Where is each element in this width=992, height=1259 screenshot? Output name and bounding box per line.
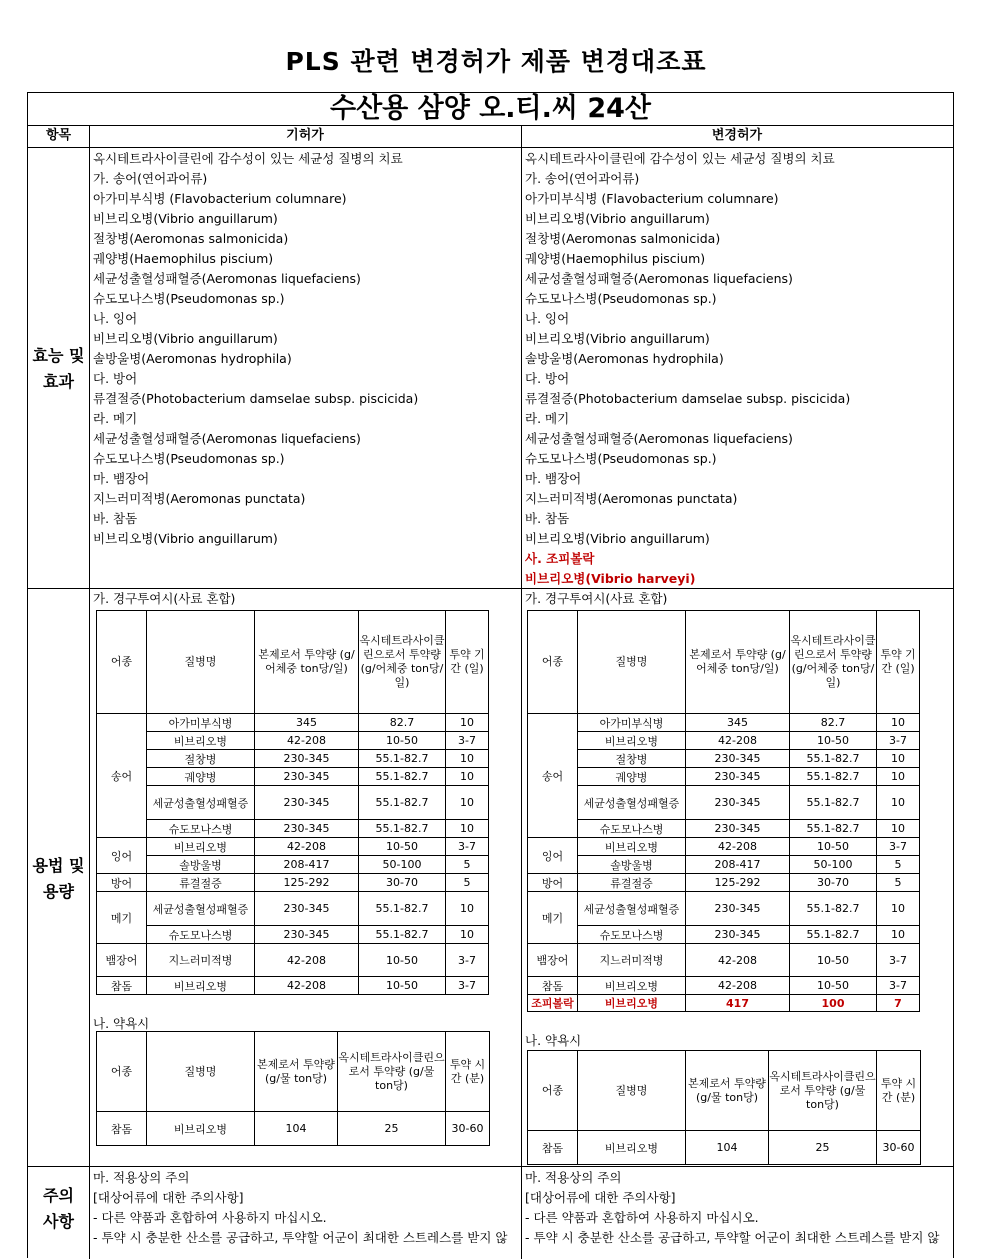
header-dose-otc: 옥시테트라사이클린으로서 투약량 (g/어체중 ton당/일) <box>790 611 877 714</box>
header-species: 어종 <box>528 611 578 714</box>
product-name: 수산용 삼양 오.티.씨 24산 <box>28 93 953 126</box>
header-period: 투약 기간 (일) <box>877 611 920 714</box>
dose-cell: 230-345 <box>686 750 790 768</box>
table-row <box>528 892 920 926</box>
disease-cell: 세균성출혈성패혈증 <box>147 892 255 926</box>
efficacy-line: 라. 메기 <box>93 411 138 426</box>
dose-cell: 230-345 <box>255 750 359 768</box>
dose-cell: 42-208 <box>686 944 790 977</box>
table-row <box>97 944 489 977</box>
section-divider <box>28 1166 953 1167</box>
otc-cell: 55.1-82.7 <box>790 892 877 926</box>
caution-line: - 투약 시 충분한 산소를 공급하고, 투약할 어군이 최대한 스트레스를 받지 않 <box>93 1230 508 1245</box>
table-row <box>528 856 920 874</box>
days-cell: 10 <box>877 786 920 820</box>
oral-table-old <box>96 610 489 995</box>
efficacy-line: 비브리오병(Vibrio anguillarum) <box>525 531 710 546</box>
otc-cell: 10-50 <box>359 944 446 977</box>
efficacy-line: 나. 잉어 <box>525 311 570 326</box>
disease-cell: 류결절증 <box>578 874 686 892</box>
dose-cell: 104 <box>255 1112 338 1146</box>
days-cell: 10 <box>446 820 489 838</box>
disease-cell: 솔방울병 <box>578 856 686 874</box>
species-cell: 메기 <box>528 892 578 944</box>
comparison-table <box>27 92 954 1258</box>
days-cell: 10 <box>877 926 920 944</box>
caution-label: 주의 사항 <box>43 1186 74 1231</box>
disease-cell: 궤양병 <box>147 768 255 786</box>
species-cell: 송어 <box>528 714 578 838</box>
days-cell: 3-7 <box>877 977 920 995</box>
efficacy-line: 아가미부식병 (Flavobacterium columnare) <box>93 191 347 206</box>
dose-cell: 208-417 <box>686 856 790 874</box>
dose-cell: 230-345 <box>255 892 359 926</box>
efficacy-line: 솔방울병(Aeromonas hydrophila) <box>93 351 292 366</box>
efficacy-line: 가. 송어(연어과어류) <box>93 171 208 186</box>
otc-cell: 10-50 <box>359 977 446 995</box>
otc-cell: 55.1-82.7 <box>790 786 877 820</box>
species-cell: 뱀장어 <box>97 944 147 977</box>
table-row <box>97 926 489 944</box>
days-cell: 10 <box>877 820 920 838</box>
disease-cell: 비브리오병 <box>147 732 255 750</box>
efficacy-line: 비브리오병(Vibrio anguillarum) <box>525 211 710 226</box>
otc-cell: 82.7 <box>359 714 446 732</box>
efficacy-line: 류결절증(Photobacterium damselae subsp. piscicida) <box>525 391 851 406</box>
disease-cell: 절창병 <box>578 750 686 768</box>
dose-cell: 125-292 <box>255 874 359 892</box>
disease-cell: 아가미부식병 <box>147 714 255 732</box>
otc-cell: 25 <box>769 1131 877 1165</box>
otc-cell: 30-70 <box>790 874 877 892</box>
days-cell: 3-7 <box>446 944 489 977</box>
dose-cell: 104 <box>686 1131 769 1165</box>
species-cell: 잉어 <box>97 838 147 874</box>
caution-line: 마. 적용상의 주의 <box>525 1170 622 1185</box>
dosage-label: 용법 및 용량 <box>32 856 85 901</box>
otc-cell: 10-50 <box>359 838 446 856</box>
column-divider <box>89 125 90 1259</box>
dose-cell: 230-345 <box>255 768 359 786</box>
efficacy-line: 마. 뱀장어 <box>93 471 150 486</box>
disease-cell: 비브리오병 <box>147 1112 255 1146</box>
table-row <box>528 977 920 995</box>
dose-cell: 230-345 <box>686 786 790 820</box>
species-cell: 송어 <box>97 714 147 838</box>
bath-title-old: 나. 약욕시 <box>93 1016 150 1031</box>
efficacy-line: 세균성출혈성패혈증(Aeromonas liquefaciens) <box>525 271 793 286</box>
table-row <box>528 714 920 732</box>
header-disease: 질병명 <box>578 1051 686 1131</box>
table-row <box>97 1112 490 1146</box>
header-dose-product: 본제로서 투약량 (g/물 ton당) <box>255 1032 338 1112</box>
dose-cell: 230-345 <box>255 820 359 838</box>
efficacy-line: 류결절증(Photobacterium damselae subsp. piscicida) <box>93 391 419 406</box>
efficacy-old <box>93 149 519 549</box>
header-species: 어종 <box>528 1051 578 1131</box>
efficacy-line: 슈도모나스병(Pseudomonas sp.) <box>525 291 717 306</box>
header-dose-otc: 옥시테트라사이클린으로서 투약량 (g/어체중 ton당/일) <box>359 611 446 714</box>
efficacy-line: 바. 참돔 <box>93 511 138 526</box>
days-cell: 10 <box>446 786 489 820</box>
efficacy-line: 슈도모나스병(Pseudomonas sp.) <box>525 451 717 466</box>
otc-cell: 30-70 <box>359 874 446 892</box>
time-cell: 30-60 <box>446 1112 490 1146</box>
disease-cell: 슈도모나스병 <box>578 926 686 944</box>
otc-cell: 10-50 <box>359 732 446 750</box>
efficacy-line: 지느러미적병(Aeromonas punctata) <box>525 491 738 506</box>
dose-cell: 42-208 <box>255 977 359 995</box>
efficacy-line: 옥시테트라사이클린에 감수성이 있는 세균성 질병의 치료 <box>93 151 403 166</box>
header-period: 투약 기간 (일) <box>446 611 489 714</box>
otc-cell: 10-50 <box>790 977 877 995</box>
efficacy-label: 효능 및 효과 <box>32 346 85 391</box>
species-cell: 참돔 <box>528 977 578 995</box>
dose-cell: 230-345 <box>686 926 790 944</box>
caution-line: - 투약 시 충분한 산소를 공급하고, 투약할 어군이 최대한 스트레스를 받지 않 <box>525 1230 940 1245</box>
disease-cell: 비브리오병 <box>578 977 686 995</box>
table-row <box>528 944 920 977</box>
header-time: 투약 시간 (분) <box>877 1051 921 1131</box>
header-item: 항목 <box>28 125 89 148</box>
days-cell: 10 <box>877 750 920 768</box>
days-cell: 3-7 <box>446 838 489 856</box>
disease-cell: 지느러미적병 <box>147 944 255 977</box>
table-row <box>97 750 489 768</box>
days-cell: 5 <box>446 874 489 892</box>
efficacy-line: 세균성출혈성패혈증(Aeromonas liquefaciens) <box>93 271 361 286</box>
otc-cell: 55.1-82.7 <box>359 892 446 926</box>
caution-line: - 다른 약품과 혼합하여 사용하지 마십시오. <box>525 1210 759 1225</box>
caution-old <box>93 1168 519 1248</box>
days-cell: 3-7 <box>877 838 920 856</box>
days-cell: 10 <box>446 926 489 944</box>
table-row <box>97 856 489 874</box>
caution-new <box>525 1168 951 1248</box>
dose-cell: 42-208 <box>686 977 790 995</box>
otc-cell: 50-100 <box>359 856 446 874</box>
disease-cell: 비브리오병 <box>147 838 255 856</box>
bath-title-new: 나. 약욕시 <box>525 1033 582 1048</box>
days-cell: 7 <box>877 995 920 1012</box>
otc-cell: 10-50 <box>790 944 877 977</box>
efficacy-line: 지느러미적병(Aeromonas punctata) <box>93 491 306 506</box>
species-cell: 뱀장어 <box>528 944 578 977</box>
disease-cell: 지느러미적병 <box>578 944 686 977</box>
efficacy-line: 마. 뱀장어 <box>525 471 582 486</box>
days-cell: 10 <box>877 892 920 926</box>
dose-cell: 42-208 <box>255 732 359 750</box>
efficacy-line: 비브리오병(Vibrio anguillarum) <box>93 531 278 546</box>
otc-cell: 55.1-82.7 <box>790 768 877 786</box>
bath-table-new <box>527 1050 921 1165</box>
dose-cell: 345 <box>255 714 359 732</box>
table-row <box>97 732 489 750</box>
dose-cell: 230-345 <box>686 820 790 838</box>
added-table-row <box>528 995 920 1012</box>
days-cell: 10 <box>446 750 489 768</box>
dose-cell: 125-292 <box>686 874 790 892</box>
caution-line: - 다른 약품과 혼합하여 사용하지 마십시오. <box>93 1210 327 1225</box>
table-row <box>97 768 489 786</box>
efficacy-line: 절창병(Aeromonas salmonicida) <box>93 231 289 246</box>
dose-cell: 42-208 <box>686 838 790 856</box>
table-row <box>97 838 489 856</box>
disease-cell: 비브리오병 <box>578 732 686 750</box>
otc-cell: 10-50 <box>790 732 877 750</box>
species-cell: 참돔 <box>528 1131 578 1165</box>
caution-line: [대상어류에 대한 주의사항] <box>93 1190 244 1205</box>
header-disease: 질병명 <box>578 611 686 714</box>
otc-cell: 55.1-82.7 <box>790 820 877 838</box>
efficacy-line: 비브리오병(Vibrio anguillarum) <box>93 211 278 226</box>
efficacy-line: 다. 방어 <box>93 371 138 386</box>
efficacy-added-line: 비브리오병(Vibrio harveyi) <box>525 571 696 586</box>
dose-cell: 230-345 <box>255 926 359 944</box>
disease-cell: 비브리오병 <box>578 995 686 1012</box>
header-species: 어종 <box>97 1032 147 1112</box>
column-divider <box>521 125 522 1259</box>
table-row <box>97 714 489 732</box>
otc-cell: 55.1-82.7 <box>359 750 446 768</box>
days-cell: 5 <box>446 856 489 874</box>
otc-cell: 55.1-82.7 <box>790 926 877 944</box>
header-dose-otc: 옥시테트라사이클린으로서 투약량 (g/물 ton당) <box>769 1051 877 1131</box>
species-cell: 참돔 <box>97 977 147 995</box>
disease-cell: 절창병 <box>147 750 255 768</box>
efficacy-line: 궤양병(Haemophilus piscium) <box>93 251 274 266</box>
species-cell: 참돔 <box>97 1112 147 1146</box>
oral-title-old: 가. 경구투여시(사료 혼합) <box>93 591 236 606</box>
header-new: 변경허가 <box>521 125 953 148</box>
otc-cell: 55.1-82.7 <box>359 926 446 944</box>
disease-cell: 솔방울병 <box>147 856 255 874</box>
dose-cell: 230-345 <box>686 768 790 786</box>
oral-title-new: 가. 경구투여시(사료 혼합) <box>525 591 668 606</box>
table-row <box>528 838 920 856</box>
days-cell: 10 <box>877 768 920 786</box>
species-cell: 잉어 <box>528 838 578 874</box>
efficacy-line: 라. 메기 <box>525 411 570 426</box>
table-row <box>97 977 489 995</box>
otc-cell: 50-100 <box>790 856 877 874</box>
days-cell: 3-7 <box>446 732 489 750</box>
disease-cell: 류결절증 <box>147 874 255 892</box>
disease-cell: 궤양병 <box>578 768 686 786</box>
days-cell: 10 <box>446 768 489 786</box>
bath-table-old <box>96 1031 490 1146</box>
dose-cell: 42-208 <box>255 944 359 977</box>
dose-cell: 417 <box>686 995 790 1012</box>
disease-cell: 비브리오병 <box>578 1131 686 1165</box>
table-row <box>97 892 489 926</box>
otc-cell: 82.7 <box>790 714 877 732</box>
disease-cell: 아가미부식병 <box>578 714 686 732</box>
disease-cell: 슈도모나스병 <box>147 820 255 838</box>
efficacy-line: 가. 송어(연어과어류) <box>525 171 640 186</box>
table-row <box>528 786 920 820</box>
header-dose-product: 본제로서 투약량 (g/어체중 ton당/일) <box>686 611 790 714</box>
table-row <box>97 786 489 820</box>
species-cell: 조피볼락 <box>528 995 578 1012</box>
otc-cell: 55.1-82.7 <box>790 750 877 768</box>
caution-line: 마. 적용상의 주의 <box>93 1170 190 1185</box>
disease-cell: 세균성출혈성패혈증 <box>578 892 686 926</box>
table-row <box>528 874 920 892</box>
table-row <box>528 1131 921 1165</box>
days-cell: 3-7 <box>446 977 489 995</box>
species-cell: 방어 <box>97 874 147 892</box>
efficacy-line: 궤양병(Haemophilus piscium) <box>525 251 706 266</box>
table-row <box>97 820 489 838</box>
days-cell: 5 <box>877 874 920 892</box>
disease-cell: 슈도모나스병 <box>578 820 686 838</box>
header-time: 투약 시간 (분) <box>446 1032 490 1112</box>
otc-cell: 55.1-82.7 <box>359 786 446 820</box>
dose-cell: 42-208 <box>255 838 359 856</box>
header-dose-otc: 옥시테트라사이클린으로서 투약량 (g/물 ton당) <box>338 1032 446 1112</box>
caution-line: [대상어류에 대한 주의사항] <box>525 1190 676 1205</box>
efficacy-line: 나. 잉어 <box>93 311 138 326</box>
species-cell: 메기 <box>97 892 147 944</box>
days-cell: 3-7 <box>877 944 920 977</box>
otc-cell: 25 <box>338 1112 446 1146</box>
table-row <box>528 926 920 944</box>
header-dose-product: 본제로서 투약량 (g/물 ton당) <box>686 1051 769 1131</box>
header-disease: 질병명 <box>147 611 255 714</box>
efficacy-line: 옥시테트라사이클린에 감수성이 있는 세균성 질병의 치료 <box>525 151 835 166</box>
days-cell: 3-7 <box>877 732 920 750</box>
otc-cell: 10-50 <box>790 838 877 856</box>
days-cell: 5 <box>877 856 920 874</box>
efficacy-line: 비브리오병(Vibrio anguillarum) <box>525 331 710 346</box>
days-cell: 10 <box>446 714 489 732</box>
efficacy-line: 비브리오병(Vibrio anguillarum) <box>93 331 278 346</box>
time-cell: 30-60 <box>877 1131 921 1165</box>
disease-cell: 비브리오병 <box>578 838 686 856</box>
efficacy-line: 세균성출혈성패혈증(Aeromonas liquefaciens) <box>525 431 793 446</box>
efficacy-line: 세균성출혈성패혈증(Aeromonas liquefaciens) <box>93 431 361 446</box>
efficacy-line: 다. 방어 <box>525 371 570 386</box>
table-row <box>528 732 920 750</box>
efficacy-line: 절창병(Aeromonas salmonicida) <box>525 231 721 246</box>
efficacy-new <box>525 149 951 589</box>
efficacy-line: 슈도모나스병(Pseudomonas sp.) <box>93 291 285 306</box>
dose-cell: 345 <box>686 714 790 732</box>
efficacy-added-line: 사. 조피볼락 <box>525 551 595 566</box>
efficacy-line: 슈도모나스병(Pseudomonas sp.) <box>93 451 285 466</box>
header-disease: 질병명 <box>147 1032 255 1112</box>
oral-table-new <box>527 610 920 1012</box>
table-row <box>528 750 920 768</box>
species-cell: 방어 <box>528 874 578 892</box>
disease-cell: 세균성출혈성패혈증 <box>578 786 686 820</box>
disease-cell: 비브리오병 <box>147 977 255 995</box>
efficacy-line: 솔방울병(Aeromonas hydrophila) <box>525 351 724 366</box>
dose-cell: 42-208 <box>686 732 790 750</box>
disease-cell: 슈도모나스병 <box>147 926 255 944</box>
otc-cell: 100 <box>790 995 877 1012</box>
dose-cell: 208-417 <box>255 856 359 874</box>
header-old: 기허가 <box>89 125 521 148</box>
header-species: 어종 <box>97 611 147 714</box>
page-title: PLS 관련 변경허가 제품 변경대조표 <box>285 47 707 76</box>
otc-cell: 55.1-82.7 <box>359 820 446 838</box>
header-dose-product: 본제로서 투약량 (g/어체중 ton당/일) <box>255 611 359 714</box>
days-cell: 10 <box>446 892 489 926</box>
table-row <box>97 874 489 892</box>
dose-cell: 230-345 <box>686 892 790 926</box>
efficacy-line: 아가미부식병 (Flavobacterium columnare) <box>525 191 779 206</box>
otc-cell: 55.1-82.7 <box>359 768 446 786</box>
days-cell: 10 <box>877 714 920 732</box>
efficacy-line: 바. 참돔 <box>525 511 570 526</box>
table-row <box>528 768 920 786</box>
table-row <box>528 820 920 838</box>
disease-cell: 세균성출혈성패혈증 <box>147 786 255 820</box>
dose-cell: 230-345 <box>255 786 359 820</box>
